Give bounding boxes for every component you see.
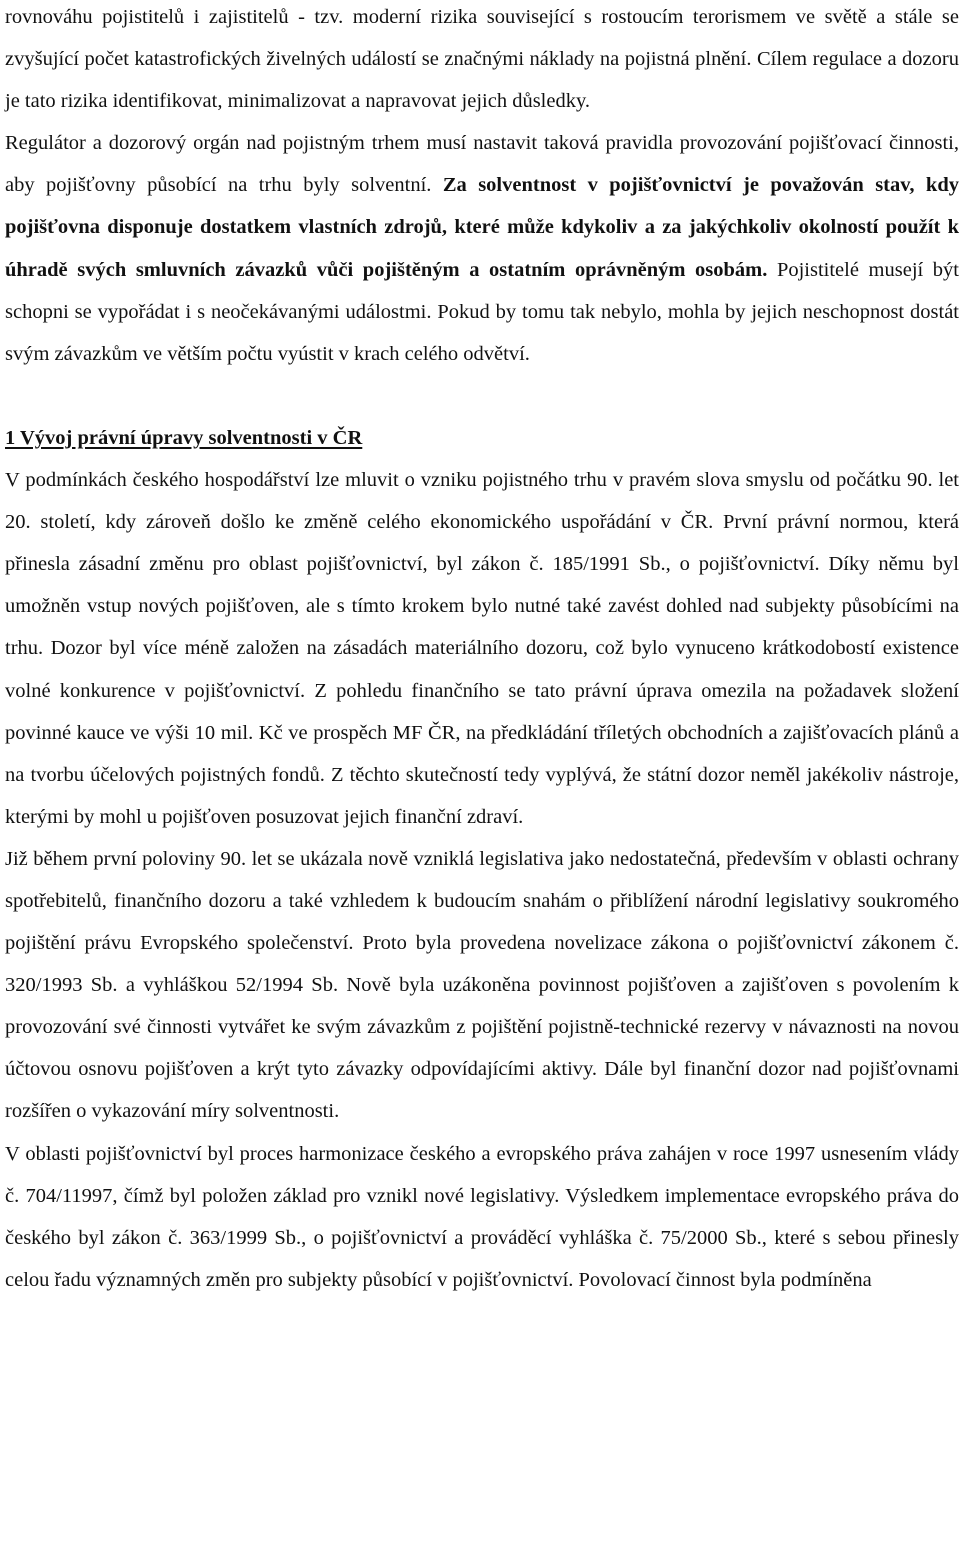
paragraph-intro bbox=[5, 0, 959, 122]
paragraph-nineties-text: Již během první poloviny 90. let se ukázala nově vzniklá legislativa jako nedostatečná, především v oblasti ochrany spotřebitelů, finančního dozoru a také vzhledem k budoucím snahám o přiblížení národní legislativy soukromého pojištění právu Evropského společenství. Proto byla provedena novelizace zákona o pojišťovnictví zákonem č. 320/1993 Sb. a vyhláškou 52/1994 Sb. Nově byla uzákoněna povinnost pojišťoven a zajišťoven s povolením k provozování své činnosti vytvářet ke svým závazkům z pojištění pojistně-technické rezervy v návaznosti na novou účtovou osnovu pojišťoven a krýt tyto závazky odpovídajícími aktivy. Dále byl finanční dozor nad pojišťovnami rozšířen o vykazování míry solventnosti. bbox=[5, 847, 959, 1123]
section-spacer bbox=[5, 375, 959, 417]
solvency-definition: Za solventnost v pojišťovnictví je považován stav, kdy pojišťovna disponuje dostatkem vlastních zdrojů, které může kdykoliv a za jakýchkoliv okolností použít k úhradě svých smluvních závazků vůči pojištěným a ostatním oprávněným osobám. bbox=[5, 174, 959, 281]
paragraph-nineties bbox=[5, 838, 959, 1133]
paragraph-conditions-text: V podmínkách českého hospodářství lze mluvit o vzniku pojistného trhu v pravém slova smyslu od počátku 90. let 20. století, kdy zároveň došlo ke změně celého ekonomického uspořádání v ČR. První právní normou, která přinesla zásadní změnu pro oblast pojišťovnictví, byl zákon č. 185/1991 Sb., o pojišťovnictví. Díky němu byl umožněn vstup nových pojišťoven, ale s tímto krokem bylo nutné také zavést dohled nad subjekty působícími na trhu. Dozor byl více méně založen na zásadách materiálního dozoru, což bylo vynuceno krátkodobostí existence volné konkurence v pojišťovnictví. Z pohledu finančního se tato právní úprava omezila na požadavek složení povinné kauce ve výši 10 mil. Kč ve prospěch MF ČR, na předkládání tříletých obchodních a zajišťovacích plánů a na tvorbu účelových pojistných fondů. Z těchto skutečností tedy vyplývá, že státní dozor neměl jakékoliv nástroje, kterými by mohl u pojišťoven posuzovat jejich finanční zdraví. bbox=[5, 469, 959, 828]
paragraph-regulator bbox=[5, 122, 959, 375]
paragraph-conditions bbox=[5, 459, 959, 838]
paragraph-harmonization-text: V oblasti pojišťovnictví byl proces harmonizace českého a evropského práva zahájen v roce 1997 usnesením vlády č. 704/11997, čímž byl položen základ pro vznikl nové legislativy. Výsledkem implementace evropského práva do českého byl zákon č. 363/1999 Sb., o pojišťovnictví a prováděcí vyhláška č. 75/2000 Sb., které s sebou přinesly celou řadu významných změn pro subjekty působící v pojišťovnictví. Povolovací činnost byla podmíněna bbox=[5, 1142, 959, 1291]
document-page bbox=[5, 0, 959, 1301]
paragraph-regulator-text: Regulátor a dozorový orgán nad pojistným trhem musí nastavit taková pravidla provozování pojišťovací činnosti, aby pojišťovny působící na trhu byly solventní. bbox=[5, 132, 959, 197]
paragraph-harmonization bbox=[5, 1133, 959, 1301]
paragraph-regulator-text-end: Pojistitelé musejí být schopni se vypořádat i s neočekávanými událostmi. Pokud by tomu tak nebylo, mohla by jejich neschopnost dostát svým závazkům ve větším počtu vyústit v krach celého odvětví. bbox=[5, 258, 960, 365]
section-heading: 1 Vývoj právní úpravy solventnosti v ČR bbox=[5, 426, 363, 449]
paragraph-intro-text: rovnováhu pojistitelů i zajistitelů - tzv. moderní rizika související s rostoucím terorismem ve světě a stále se zvyšující počet katastrofických živelných událostí se značnými náklady na pojistná plnění. Cílem regulace a dozoru je tato rizika identifikovat, minimalizovat a napravovat jejich důsledky. bbox=[5, 6, 959, 113]
